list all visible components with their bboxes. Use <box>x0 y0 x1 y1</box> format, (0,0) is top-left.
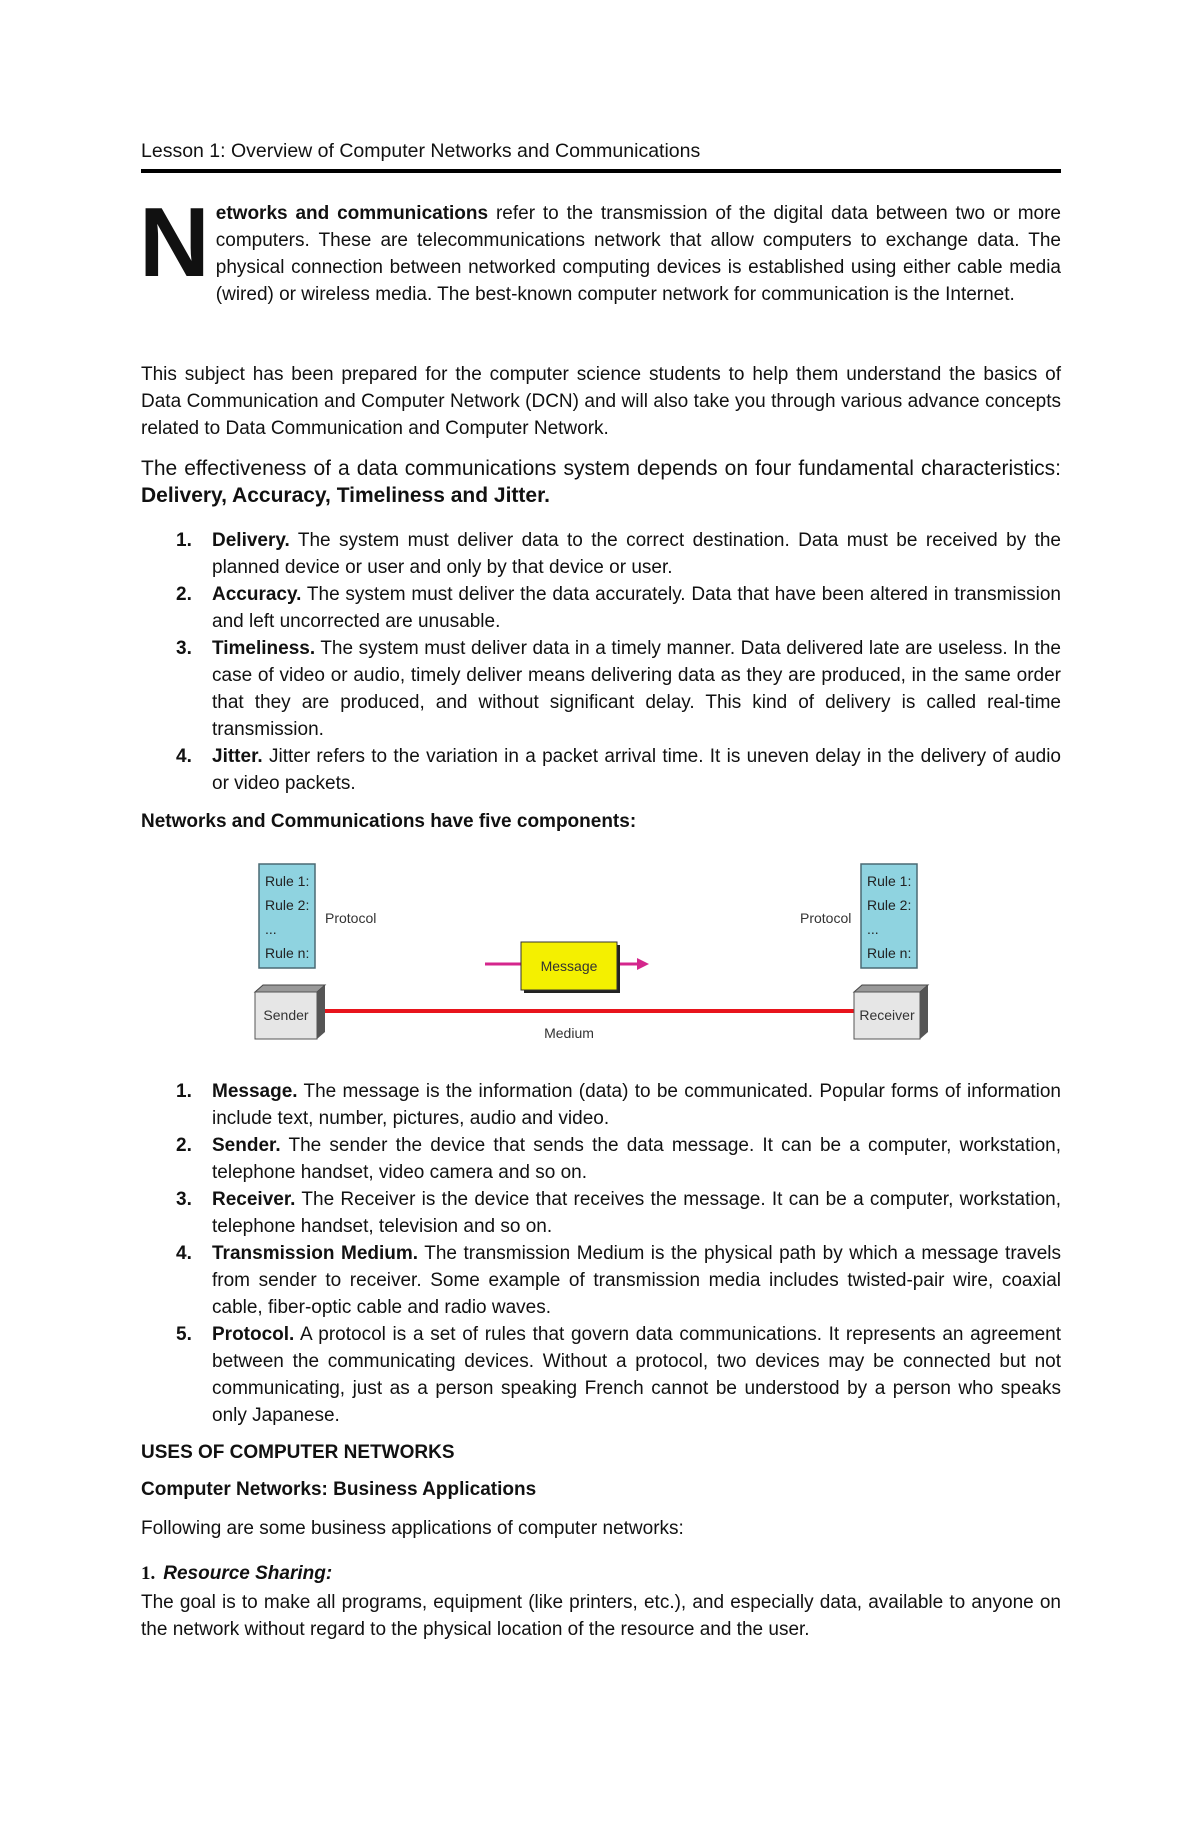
item-number: 1. <box>176 1081 192 1102</box>
item-title: Jitter. <box>212 746 263 767</box>
rule-label: Rule 1: <box>867 873 912 889</box>
list-item <box>141 1132 1061 1186</box>
item-text: Jitter refers to the variation in a packet arrival time. It is uneven delay in the delivery of audio or video packets. <box>212 746 1061 794</box>
lesson-header: Lesson 1: Overview of Computer Networks and Communications <box>141 140 701 162</box>
list-item <box>141 1321 1061 1429</box>
receiver-label: Receiver <box>859 1007 915 1023</box>
drop-cap: N <box>139 187 210 297</box>
sender-protocol-box <box>259 864 315 968</box>
item-text: The system must deliver data in a timely manner. Data delivered late are useless. In the case of video or audio, timely deliver means delivering data as they are produced, in the same order that they are produced, and without significant delay. This kind of delivery is called real-time transmission. <box>212 638 1061 740</box>
item-title: Receiver. <box>212 1189 296 1210</box>
item-number: 2. <box>176 1135 192 1156</box>
medium-label: Medium <box>544 1025 594 1041</box>
message-box <box>485 942 649 993</box>
item-text: The transmission Medium is the physical path by which a message travels from sender to receiver. Some example of transmission media includes twisted-pair wire, coaxial cable, fiber-optic cable and radio waves. <box>212 1243 1062 1318</box>
rule-label: ... <box>867 921 879 937</box>
receiver-protocol-box <box>861 864 917 968</box>
item-text: The system must deliver the data accurately. Data that have been altered in transmission and left uncorrected are unusable. <box>212 584 1061 632</box>
intro-text: refer to the transmission of the digital data between two or more computers. These are telecommunications network that allow computers to exchange data. The physical connection between networked computing devices is established using either cable media (wired) or wireless media. The best-known computer network for communication is the Internet. <box>215 203 1061 305</box>
list-item <box>141 1186 1061 1240</box>
list-item <box>141 1240 1061 1321</box>
item-title: Timeliness. <box>212 638 316 659</box>
item-text: The system must deliver data to the correct destination. Data must be received by the planned device or user and only by that device or user. <box>212 530 1061 578</box>
protocol-label: Protocol <box>325 910 377 926</box>
item-title: Transmission Medium. <box>212 1243 419 1264</box>
item-number: 4. <box>176 1243 192 1264</box>
receiver-device <box>854 985 928 1039</box>
effectiveness-text: The effectiveness of a data communications system depends on four fundamental characteristics: <box>141 457 1061 480</box>
business-heading: Computer Networks: Business Applications <box>141 1479 537 1500</box>
effectiveness-paragraph <box>141 455 1061 509</box>
item-number: 5. <box>176 1324 192 1345</box>
item-title: Protocol. <box>212 1324 295 1345</box>
item-title: Delivery. <box>212 530 290 551</box>
list-item <box>141 581 1061 635</box>
item-title: Sender. <box>212 1135 281 1156</box>
rule-label: Rule n: <box>265 945 310 961</box>
item-title: Message. <box>212 1081 298 1102</box>
sender-device <box>255 985 325 1039</box>
subject-paragraph: This subject has been prepared for the computer science students to help them understand the basics of Data Communication and Computer Network (DCN) and will also take you through various advance concepts related to Data Communication and Computer Network. <box>141 364 1061 439</box>
item-title: Accuracy. <box>212 584 302 605</box>
effectiveness-bold: Delivery, Accuracy, Timeliness and Jitter. <box>141 484 550 507</box>
resource-sharing-text: The goal is to make all programs, equipment (like printers, etc.), and especially data, available to anyone on the network without regard to the physical location of the resource and the user. <box>141 1592 1061 1640</box>
intro-paragraph <box>139 187 1061 308</box>
protocol-label: Protocol <box>800 910 852 926</box>
rule-label: Rule 1: <box>265 873 310 889</box>
list-item <box>141 635 1061 743</box>
rule-label: Rule 2: <box>265 897 310 913</box>
item-text: The sender the device that sends the data message. It can be a computer, workstation, telephone handset, video camera and so on. <box>212 1135 1061 1183</box>
rule-label: ... <box>265 921 277 937</box>
sender-label: Sender <box>263 1007 309 1023</box>
following-text: Following are some business applications of computer networks: <box>141 1518 684 1539</box>
list-item <box>141 743 1061 797</box>
item-text: A protocol is a set of rules that govern data communications. It represents an agreement between the communicating devices. Without a protocol, two devices may be connected but not communicating, just as a person speaking French cannot be understood by a person who speaks only Japanese. <box>212 1324 1061 1426</box>
rule-label: Rule 2: <box>867 897 912 913</box>
item-number: 2. <box>176 584 192 605</box>
characteristics-list <box>141 527 1061 797</box>
item-number: 1. <box>176 530 192 551</box>
item-text: The Receiver is the device that receives the message. It can be a computer, workstation, telephone handset, television and so on. <box>212 1189 1061 1237</box>
item-text: The message is the information (data) to be communicated. Popular forms of information include text, number, pictures, audio and video. <box>212 1081 1061 1129</box>
item-title: Resource Sharing: <box>163 1563 333 1584</box>
components-heading: Networks and Communications have five components: <box>141 811 637 832</box>
rule-label: Rule n: <box>867 945 912 961</box>
item-number: 1. <box>141 1563 156 1584</box>
header-rule <box>141 169 1061 173</box>
components-list <box>141 1078 1061 1429</box>
uses-heading: USES OF COMPUTER NETWORKS <box>141 1442 455 1463</box>
item-number: 4. <box>176 746 192 767</box>
resource-sharing-heading <box>141 1563 332 1585</box>
item-number: 3. <box>176 1189 192 1210</box>
list-item <box>141 527 1061 581</box>
item-number: 3. <box>176 638 192 659</box>
communication-diagram <box>253 855 943 1050</box>
message-label: Message <box>540 958 598 974</box>
list-item <box>141 1078 1061 1132</box>
intro-bold: etworks and communications <box>215 203 489 224</box>
